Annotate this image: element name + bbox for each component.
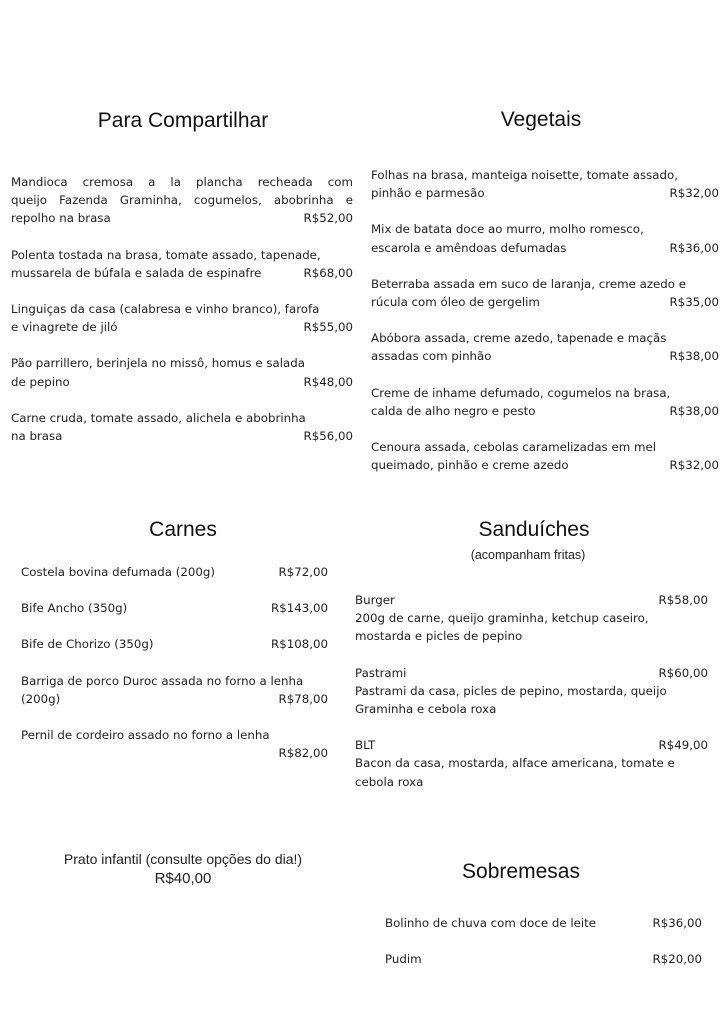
menu-item-price: R$72,00 — [278, 565, 328, 579]
menu-item-description: mussarela de búfala e salada de espinafre — [11, 265, 262, 280]
section-sanduiches — [355, 591, 708, 809]
menu-item-line — [355, 682, 708, 700]
menu-item — [371, 166, 719, 202]
menu-item-line — [355, 736, 708, 754]
menu-item-price: R$55,00 — [303, 320, 353, 335]
menu-item-price: R$48,00 — [303, 374, 353, 389]
menu-item-line — [371, 402, 719, 420]
menu-item-name: Pastrami — [355, 665, 407, 680]
menu-item-price: R$108,00 — [271, 637, 328, 652]
menu-item — [371, 329, 719, 365]
menu-item — [371, 438, 719, 474]
menu-item-line — [21, 726, 328, 744]
menu-item — [11, 300, 353, 336]
heading-vegetais: Vegetais — [500, 108, 582, 131]
menu-item — [21, 726, 328, 762]
kids-price: R$40,00 — [154, 870, 212, 887]
menu-item-price: R$52,00 — [303, 211, 353, 226]
menu-item-description: Pastrami da casa, picles de pepino, mostarda, queijo — [355, 683, 667, 698]
menu-item — [21, 672, 328, 708]
menu-item-name: BLT — [355, 738, 376, 753]
menu-item-line — [371, 384, 719, 402]
menu-item-line — [371, 329, 719, 347]
menu-item-line — [355, 664, 708, 682]
menu-item-line — [11, 209, 353, 227]
menu-item-price: R$20,00 — [652, 952, 702, 967]
menu-item-name: Pudim — [385, 952, 422, 967]
menu-item-price: R$143,00 — [271, 601, 328, 616]
menu-item-line — [11, 427, 353, 445]
menu-item-description: Bacon da casa, mostarda, alface americana, tomate e — [355, 756, 675, 771]
heading-sanduiches: Sanduíches — [478, 518, 590, 541]
menu-item-name: Costela bovina defumada (200g) — [21, 565, 215, 579]
menu-item-name: Bife Ancho (350g) — [21, 601, 128, 616]
menu-item-line — [355, 773, 708, 791]
menu-item — [11, 354, 353, 390]
heading-para-compartilhar: Para Compartilhar — [97, 109, 269, 132]
menu-item-line — [371, 438, 719, 456]
menu-item-description: rúcula com óleo de gergelim — [371, 294, 540, 309]
menu-item-line — [371, 293, 719, 311]
menu-item — [371, 220, 719, 256]
menu-item-name: Creme de inhame defumado, cogumelos na brasa, — [371, 385, 671, 400]
menu-item-description: (200g) — [21, 691, 61, 706]
menu-item-price: R$60,00 — [658, 665, 708, 680]
menu-item-name: Polenta tostada na brasa, tomate assado, tapenade, — [11, 247, 321, 262]
heading-sobremesas: Sobremesas — [462, 860, 580, 883]
menu-item-description: escarola e amêndoas defumadas — [371, 240, 567, 255]
menu-item-line — [355, 700, 708, 718]
menu-item-price: R$56,00 — [303, 428, 353, 443]
menu-item-line — [355, 754, 708, 772]
menu-item-name: Linguiças da casa (calabresa e vinho branco), farofa — [11, 301, 320, 316]
menu-item-price: R$32,00 — [669, 186, 719, 201]
menu-item-line — [371, 275, 719, 293]
menu-item — [355, 736, 708, 791]
menu-item-line — [371, 166, 719, 184]
menu-item-line — [21, 744, 328, 762]
menu-item-line — [11, 191, 353, 209]
menu-item-name: Bife de Chorizo (350g) — [21, 637, 154, 652]
menu-item-line — [385, 950, 702, 968]
menu-item-description: queimado, pinhão e creme azedo — [371, 458, 569, 473]
menu-item-price: R$58,00 — [658, 593, 708, 607]
menu-item — [11, 246, 353, 282]
menu-item-line — [11, 173, 353, 191]
menu-item-price: R$38,00 — [669, 403, 719, 418]
menu-item-line — [21, 672, 328, 690]
sanduiches-subtitle: (acompanham fritas) — [470, 548, 586, 562]
section-para-compartilhar — [11, 173, 353, 463]
menu-item-line — [21, 599, 328, 617]
menu-item-description: mostarda e picles de pepino — [355, 629, 523, 644]
menu-item-description: de pepino — [11, 374, 70, 389]
menu-item-description: Graminha e cebola roxa — [355, 701, 497, 716]
menu-item — [371, 384, 719, 420]
menu-item-name: Barriga de porco Duroc assada no forno a lenha — [21, 673, 304, 688]
menu-item — [385, 950, 702, 968]
menu-item-line — [21, 635, 328, 653]
menu-item — [355, 664, 708, 719]
menu-item-price: R$78,00 — [278, 691, 328, 706]
menu-item-price: R$68,00 — [303, 265, 353, 280]
menu-item — [21, 599, 328, 617]
kids-label: Prato infantil (consulte opções do dia!) — [63, 851, 303, 867]
menu-item-line — [11, 300, 353, 318]
menu-item-price: R$82,00 — [278, 746, 328, 761]
menu-item-name: Burger — [355, 593, 395, 607]
section-vegetais — [371, 166, 719, 492]
menu-item-name: Folhas na brasa, manteiga noisette, tomate assado, — [371, 168, 678, 182]
menu-item-line — [371, 456, 719, 474]
menu-item-name: Abóbora assada, creme azedo, tapenade e maçãs — [371, 331, 667, 346]
menu-item-line — [11, 318, 353, 336]
menu-item-description: queijo Fazenda Graminha, cogumelos, abobrinha e — [11, 193, 353, 208]
menu-item — [371, 275, 719, 311]
menu-item-description: assadas com pinhão — [371, 349, 492, 364]
menu-item-price: R$49,00 — [658, 738, 708, 753]
menu-item-description: repolho na brasa — [11, 211, 111, 226]
section-sobremesas — [385, 914, 702, 986]
menu-item — [21, 635, 328, 653]
menu-item-line — [371, 239, 719, 257]
menu-item-line — [11, 264, 353, 282]
menu-item-description: calda de alho negro e pesto — [371, 403, 536, 418]
menu-item-price: R$36,00 — [652, 916, 702, 930]
menu-item-name: Bolinho de chuva com doce de leite — [385, 916, 597, 930]
menu-item-name: Pão parrillero, berinjela no missô, homus e salada — [11, 356, 305, 371]
menu-item-name: Mix de batata doce ao murro, molho romesco, — [371, 222, 644, 237]
menu-item-line — [355, 609, 708, 627]
menu-item — [21, 563, 328, 581]
menu-item-price: R$32,00 — [669, 458, 719, 473]
menu-item-line — [371, 220, 719, 238]
menu-item — [11, 409, 353, 445]
menu-item-line — [385, 914, 702, 932]
menu-item-line — [21, 563, 328, 581]
menu-item-price: R$35,00 — [669, 294, 719, 309]
menu-item-line — [11, 246, 353, 264]
menu-item-line — [371, 347, 719, 365]
menu-item-description: e vinagrete de jiló — [11, 320, 118, 335]
menu-item-line — [11, 354, 353, 372]
menu-item-name: Cenoura assada, cebolas caramelizadas em mel — [371, 439, 656, 454]
menu-item — [385, 914, 702, 932]
menu-item-price: R$38,00 — [669, 349, 719, 364]
menu-item-description: pinhão e parmesão — [371, 186, 485, 201]
menu-item-name: Pernil de cordeiro assado no forno a lenha — [21, 727, 270, 742]
menu-item-name: Beterraba assada em suco de laranja, creme azedo e — [371, 276, 687, 291]
menu-item-line — [11, 409, 353, 427]
menu-item-line — [371, 184, 719, 202]
menu-item-line — [21, 690, 328, 708]
menu-item-price: R$36,00 — [669, 240, 719, 255]
menu-item-line — [355, 627, 708, 645]
heading-carnes: Carnes — [149, 518, 217, 541]
menu-item-line — [11, 373, 353, 391]
kids-dish — [64, 849, 302, 889]
section-carnes — [21, 563, 328, 780]
menu-item-name: Carne cruda, tomate assado, alichela e abobrinha — [11, 410, 306, 425]
menu-item-description: 200g de carne, queijo graminha, ketchup caseiro, — [355, 611, 649, 626]
menu-item-description: na brasa — [11, 428, 63, 443]
menu-item-description: cebola roxa — [355, 774, 424, 789]
menu-item-line — [355, 591, 708, 609]
menu-item — [11, 173, 353, 228]
menu-item-name: Mandioca cremosa a la plancha recheada com — [11, 175, 353, 189]
menu-item — [355, 591, 708, 646]
